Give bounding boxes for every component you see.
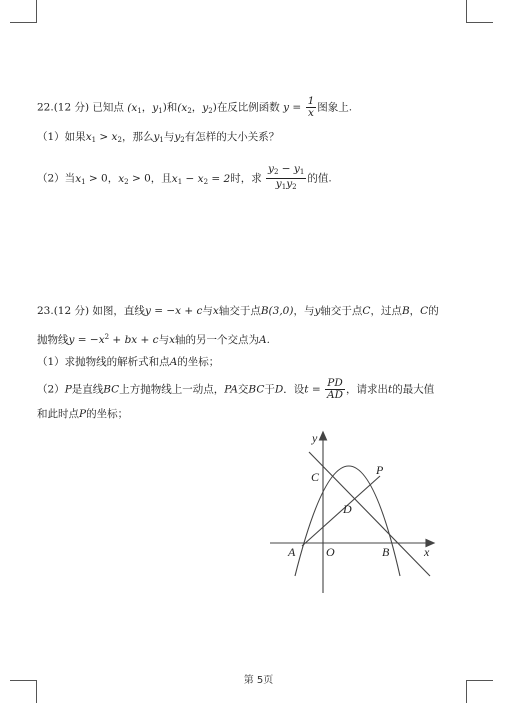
y-axis-arrow [320, 432, 327, 440]
q22-part2: （2）当$x_1 > 0$，$x_2 > 0$，且$x_1 - x_2 = 2$时，求 $\frac{y_2 - y_1}{y_1y_2}$ 的值. [37, 163, 332, 191]
label-y: y [312, 431, 318, 445]
q23-part1: （1）求抛物线的解析式和点A的坐标； [37, 356, 220, 368]
q22-stem: 22.(12 分) 已知点 ($x_1$，$y_1$)和($x_2$，$y_2$)在反比例函数 y = $\frac{1}{x}$ 图象上. [37, 95, 353, 119]
q23-ratio-fraction: $\frac{PD}{AD}$ [326, 377, 343, 401]
label-b: B [382, 545, 390, 559]
q23-part2: （2）P是直线BC上方抛物线上一动点，PA交BC于D．设t = $\frac{PD}{AD}$ ，请求出t的最大值 [37, 377, 435, 401]
label-p: P [376, 463, 384, 477]
q23-stem-line1: 23.(12 分) 如图，直线y = −x + c与x轴交于点B(3,0)，与y轴交于点C，过点B，C的 [37, 305, 439, 317]
label-x: x [424, 545, 430, 559]
page-number: 第 5页 [243, 675, 274, 686]
label-a: A [288, 545, 296, 559]
label-c: C [311, 470, 320, 484]
crop-mark-top-left [10, 0, 37, 23]
q22-function-fraction: $\frac{1}{x}$ [307, 95, 315, 119]
parabola-figure [262, 428, 442, 598]
label-d: D [343, 502, 352, 516]
q22-target-fraction: $\frac{y_2 - y_1}{y_1y_2}$ [268, 163, 305, 191]
label-o: O [326, 545, 335, 559]
q22-part1: （1）如果$x_1 > x_2$，那么$y_1$与$y_2$有怎样的大小关系？ [37, 131, 280, 144]
line-pa [302, 476, 380, 546]
q23-part2-cont: 和此时点P的坐标； [37, 408, 129, 420]
crop-mark-top-right [466, 0, 493, 23]
q23-stem-line2: 抛物线$y = -x^2$ + bx + c与x轴的另一个交点为A. [37, 333, 270, 346]
